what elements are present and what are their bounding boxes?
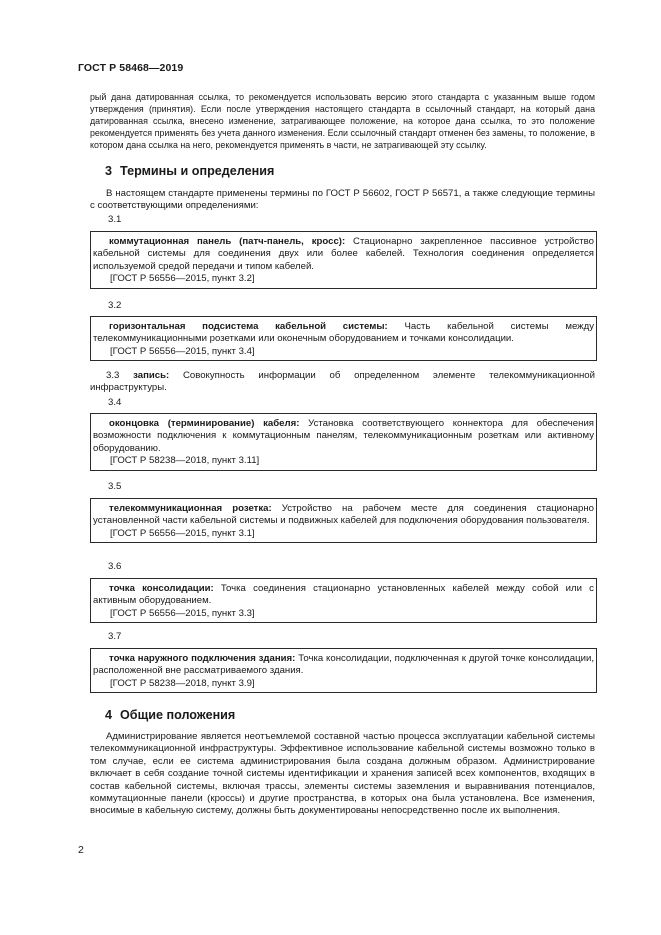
term-name: точка консолидации: xyxy=(109,583,214,594)
term-name: телекоммуникационная розетка: xyxy=(109,503,272,514)
page-number: 2 xyxy=(78,844,84,856)
term-source: [ГОСТ Р 56556—2015, пункт 3.1] xyxy=(110,527,255,539)
term-number: 3.2 xyxy=(108,300,122,311)
term-definition: Часть кабельной системы между телекоммуникационными розетками или оконечным оборудованием и точками консолидации. xyxy=(93,321,594,345)
section-3-intro: В настоящем стандарте применены термины по ГОСТ Р 56602, ГОСТ Р 56571, а также следующие термины с соответствующими определениями: xyxy=(90,188,595,212)
term-source: [ГОСТ Р 56556—2015, пункт 3.2] xyxy=(110,273,255,285)
term-definition-box xyxy=(90,231,597,289)
term-name: точка наружного подключения здания: xyxy=(109,653,296,664)
term-number: 3.1 xyxy=(108,214,122,225)
document-header: ГОСТ Р 58468—2019 xyxy=(78,62,184,74)
term-definition: Совокупность информации об определенном элементе телекоммуникационной инфраструктуры. xyxy=(90,370,595,394)
section-3-number: 3 xyxy=(105,164,113,178)
section-4-number: 4 xyxy=(105,708,113,722)
term-definition: Точка соединения стационарно установленных кабелей между собой или с активным оборудованием. xyxy=(93,583,594,607)
term-3-3-paragraph xyxy=(90,370,595,395)
term-definition-box xyxy=(90,648,597,693)
term-source: [ГОСТ Р 56556—2015, пункт 3.3] xyxy=(110,607,255,619)
term-number: 3.6 xyxy=(108,561,122,572)
term-name: оконцовка (терминирование) кабеля: xyxy=(109,418,300,429)
term-source: [ГОСТ Р 58238—2018, пункт 3.9] xyxy=(110,677,255,689)
intro-paragraph: рый дана датированная ссылка, то рекомендуется использовать версию этого стандарта с указанным выше годом утверждения (принятия). Если после утверждения настоящего стандарта в ссылочный стандарт, на который дана датированная ссылка, внесено изменение, затрагивающее положение, на которое дана ссылка, то это положение рекомендуется применять без учета данного изменения. Если ссылочный стандарт отменен без замены, то положение, в котором дана ссылка на него, рекомендуется применять в части, не затрагивающей эту ссылку. xyxy=(90,92,595,151)
section-4-text: Администрирование является неотъемлемой составной частью процесса эксплуатации кабельной системы телекоммуникационной инфраструктуры. Эффективное использование кабельной системы возможно только в том случае, если ее система администрирования была создана должным образом. Администрирование включает в себя создание точной системы идентификации и хранения записей всех компонентов, входящих в состав кабельной системы, включая трассы, элементы системы заземления и выравнивания потенциалов, коммутационные панели (кроссы) и другие пространства, в которых она была установлена. Все изменения, вносимые в кабельную систему, должны быть документированы непосредственно после их выполнения. xyxy=(90,731,595,817)
term-name: горизонтальная подсистема кабельной системы: xyxy=(109,321,388,332)
term-number: 3.3 xyxy=(106,370,120,381)
term-definition-box xyxy=(90,413,597,471)
term-source: [ГОСТ Р 56556—2015, пункт 3.4] xyxy=(110,345,255,357)
term-definition-box xyxy=(90,578,597,623)
term-definition-box xyxy=(90,498,597,543)
term-definition: Устройство на рабочем месте для соединения стационарно установленной части кабельной системы и подвижных кабелей для подключения оборудования пользователя. xyxy=(93,503,594,527)
term-definition: Установка соответствующего коннектора для обеспечения возможности подключения к коммутационным панелям, телекоммуникационным розеткам или активному оборудованию. xyxy=(93,418,594,454)
section-4-title: Общие положения xyxy=(120,708,236,722)
term-source: [ГОСТ Р 58238—2018, пункт 3.11] xyxy=(110,455,260,467)
term-name: коммутационная панель (патч-панель, кросс): xyxy=(109,236,346,247)
term-definition-box xyxy=(90,316,597,361)
term-number: 3.4 xyxy=(108,397,122,408)
section-3-heading xyxy=(105,164,274,178)
term-number: 3.7 xyxy=(108,631,122,642)
term-name: запись: xyxy=(133,370,170,381)
term-definition: Стационарно закрепленное пассивное устройство кабельной системы для соединения двух или более кабелей. Технология соединения определяется используемой средой передачи и типом кабелей. xyxy=(93,236,594,272)
section-4-heading xyxy=(105,708,235,722)
term-number: 3.5 xyxy=(108,481,122,492)
section-3-title: Термины и определения xyxy=(120,164,275,178)
term-definition: Точка консолидации, подключенная к другой точке консолидации, расположенной вне рассматриваемого здания. xyxy=(93,653,594,677)
